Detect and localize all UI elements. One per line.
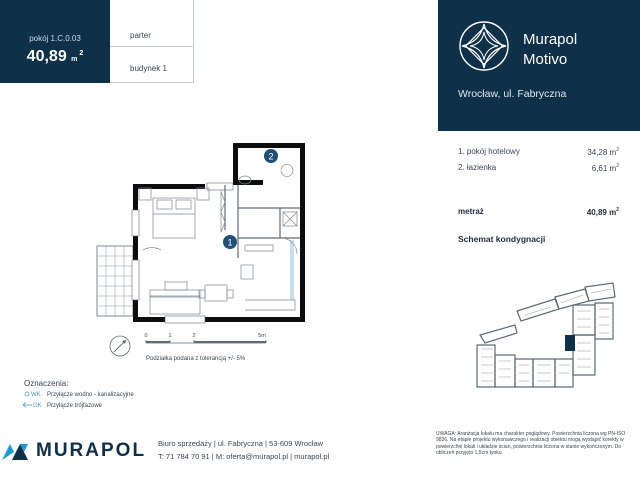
compass-icon bbox=[106, 332, 134, 360]
motivo-logo-icon bbox=[458, 20, 510, 72]
scale-note: Podziałka podana z tolerancją +/- 5% bbox=[146, 356, 246, 362]
room-name: 1. pokój hotelowy bbox=[458, 147, 520, 156]
total-area: 40,89 $m^2$ bbox=[586, 207, 619, 217]
footer-sales-office: Biuro sprzedaży | ul. Fabryczna | 53-609 Wrocław bbox=[158, 439, 324, 448]
unit-area: 40,89 $m^2$ bbox=[26, 48, 84, 65]
scale-tick-label: 0 bbox=[144, 333, 148, 339]
room-area: 34,28 $m^2$ bbox=[587, 147, 619, 157]
footer-disclaimer: UWAGA: Aranżacja lokalu ma charakter poglądowy. Powierzchnia liczona wg PN-ISO 9836. Na etapie projektu wykonawczego i realizacji obiektu mogą wystąpić korekty w powierzchni lokali i układzie ścian, powierzchnia liczona w stanie wykończonym. Do obliczeń przyjęto 1,5cm tynku. bbox=[436, 431, 626, 457]
brand-address: Wrocław, ul. Fabryczna bbox=[458, 88, 567, 100]
murapol-logo-icon bbox=[0, 440, 34, 462]
scale-tick-label: 2 bbox=[192, 333, 196, 339]
scheme-title: Schemat kondygnacji bbox=[458, 234, 546, 244]
scale-bar bbox=[142, 330, 272, 346]
unit-floor: parter bbox=[130, 31, 151, 40]
floor-plan bbox=[95, 140, 310, 340]
legend-label: Przyłącze wodno - kanalizacyjne bbox=[47, 392, 134, 398]
room-name: 2. łazienka bbox=[458, 163, 497, 172]
room-area: 6,61 $m^2$ bbox=[591, 163, 619, 173]
brand-name: Murapol Motivo bbox=[523, 31, 578, 68]
scale-tick-label: 5m bbox=[258, 333, 266, 339]
room-marker-label: 2 bbox=[268, 151, 274, 162]
legend-symbol: WK bbox=[31, 392, 41, 398]
info-divider bbox=[110, 46, 194, 47]
total-label: metraż bbox=[458, 207, 484, 216]
unit-code: pokój 1.C.0.03 bbox=[29, 34, 81, 43]
footer-brand: MURAPOL bbox=[36, 440, 147, 461]
footer-contact: T: 71 784 70 91 | M: oferta@murapol.pl | murapol.pl bbox=[158, 452, 330, 461]
scale-tick-label: 1 bbox=[168, 333, 172, 339]
unit-building: budynek 1 bbox=[130, 64, 167, 73]
legend-label: Przyłącze trójfazowe bbox=[47, 403, 103, 409]
room-marker-label: 1 bbox=[227, 237, 233, 248]
legend-symbol: GK bbox=[33, 403, 42, 409]
scheme-highlight bbox=[565, 335, 575, 351]
floor-scheme bbox=[455, 275, 630, 400]
legend-title: Oznaczenia: bbox=[24, 379, 69, 388]
